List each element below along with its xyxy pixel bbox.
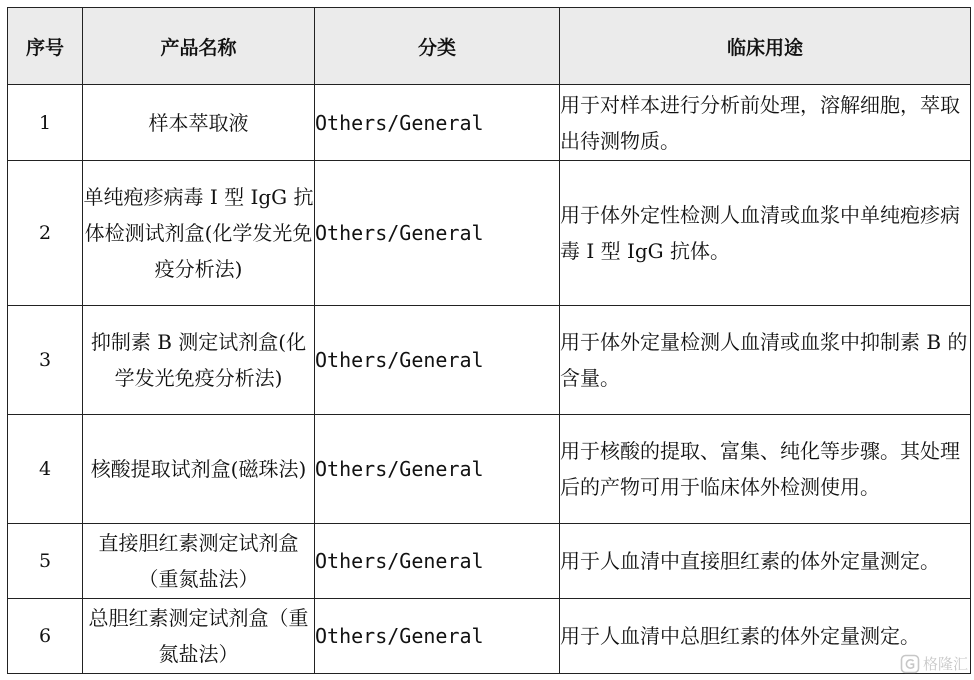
table-row (8, 524, 971, 599)
header-no: 序号 (8, 8, 83, 85)
row-number: 4 (8, 415, 83, 524)
product-name: 抑制素 B 测定试剂盒(化学发光免疫分析法) (83, 306, 315, 415)
watermark-text: 格隆汇 (922, 655, 968, 673)
product-name: 单纯疱疹病毒 I 型 IgG 抗体检测试剂盒(化学发光免疫分析法) (83, 161, 315, 306)
header-product-name: 产品名称 (83, 8, 315, 85)
category: Others/General (315, 524, 560, 599)
product-name: 总胆红素测定试剂盒（重氮盐法） (83, 599, 315, 674)
table-row (8, 599, 971, 674)
row-number: 6 (8, 599, 83, 674)
clinical-use: 用于对样本进行分析前处理，溶解细胞，萃取出待测物质。 (560, 85, 971, 161)
product-name: 样本萃取液 (83, 85, 315, 161)
table-row (8, 306, 971, 415)
table-row (8, 85, 971, 161)
product-table (7, 7, 971, 674)
header-clinical-use: 临床用途 (560, 8, 971, 85)
clinical-use: 用于体外定量检测人血清或血浆中抑制素 B 的含量。 (560, 306, 971, 415)
clinical-use: 用于人血清中直接胆红素的体外定量测定。 (560, 524, 971, 599)
category: Others/General (315, 161, 560, 306)
category: Others/General (315, 85, 560, 161)
row-number: 2 (8, 161, 83, 306)
category: Others/General (315, 415, 560, 524)
category: Others/General (315, 599, 560, 674)
row-number: 1 (8, 85, 83, 161)
header-row (8, 8, 971, 85)
watermark (900, 653, 968, 674)
clinical-use: 用于体外定性检测人血清或血浆中单纯疱疹病毒 I 型 IgG 抗体。 (560, 161, 971, 306)
gelonghui-logo-icon (900, 654, 920, 674)
clinical-use: 用于核酸的提取、富集、纯化等步骤。其处理后的产物可用于临床体外检测使用。 (560, 415, 971, 524)
product-name: 核酸提取试剂盒(磁珠法) (83, 415, 315, 524)
row-number: 3 (8, 306, 83, 415)
table-row (8, 161, 971, 306)
category: Others/General (315, 306, 560, 415)
product-name: 直接胆红素测定试剂盒（重氮盐法） (83, 524, 315, 599)
clinical-use: 用于人血清中总胆红素的体外定量测定。 (560, 599, 971, 674)
table-row (8, 415, 971, 524)
header-category: 分类 (315, 8, 560, 85)
row-number: 5 (8, 524, 83, 599)
